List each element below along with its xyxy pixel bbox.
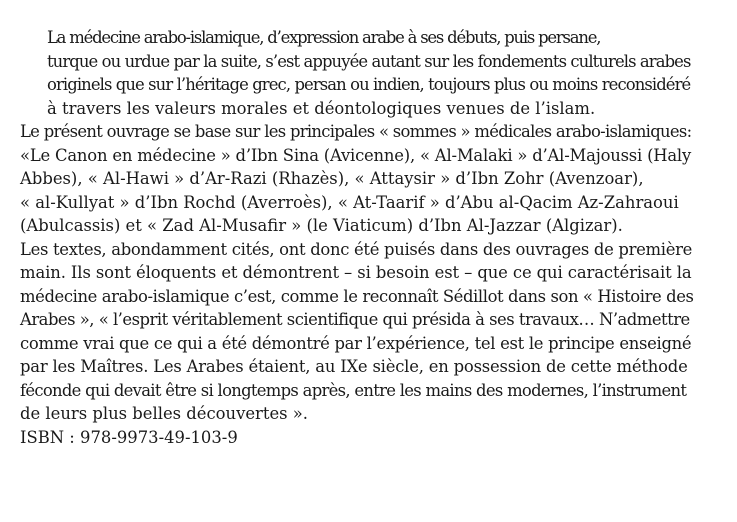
text-line: Les textes, abondamment cités, ont donc été puisés dans des ouvrages de première xyxy=(20,239,693,259)
paragraph-sources xyxy=(20,120,694,238)
text-line: (Abulcassis) et « Zad Al-Musafir » (le Viaticum) d’Ibn Al-Jazzar (Algizar). xyxy=(20,216,623,235)
text-line: main. Ils sont éloquents et démontrent – si besoin est – que ce qui caractérisait la xyxy=(20,263,692,282)
back-cover-text xyxy=(20,26,694,449)
text-line: « al-Kullyat » d’Ibn Rochd (Averroès), « At-Taarif » d’Abu al-Qacim Az-Zahraoui xyxy=(20,192,679,212)
text-line: Arabes », « l’esprit véritablement scientifique qui présida à ses travaux… N’admettre xyxy=(20,310,690,329)
text-line: originels que sur l’héritage grec, persan ou indien, toujours plus ou moins reconsidéré xyxy=(47,75,691,94)
text-line: à travers les valeurs morales et déontologiques venues de l’islam. xyxy=(47,98,596,118)
text-line: par les Maîtres. Les Arabes étaient, au IXe siècle, en possession de cette méthode xyxy=(20,357,688,376)
text-line: turque ou urdue par la suite, s’est appuyée autant sur les fondements culturels arabes xyxy=(47,51,691,71)
text-line: Le présent ouvrage se base sur les principales « sommes » médicales arabo-islamiques: xyxy=(20,122,692,141)
text-line: «Le Canon en médecine » d’Ibn Sina (Avicenne), « Al-Malaki » d’Al-Majoussi (Haly xyxy=(20,145,692,165)
text-line: Abbes), « Al-Hawi » d’Ar-Razi (Rhazès), « Attaysir » d’Ibn Zohr (Avenzoar), xyxy=(20,169,644,188)
text-line: féconde qui devait être si longtemps après, entre les mains des modernes, l’instrument xyxy=(20,380,687,400)
text-line: La médecine arabo-islamique, d’expression arabe à ses débuts, puis persane, xyxy=(47,28,601,47)
isbn-number: ISBN : 978-9973-49-103-9 xyxy=(20,427,238,447)
text-line: de leurs plus belles découvertes ». xyxy=(20,404,309,423)
text-line: médecine arabo-islamique c’est, comme le reconnaît Sédillot dans son « Histoire des xyxy=(20,286,694,306)
paragraph-intro xyxy=(20,26,694,120)
paragraph-texts xyxy=(20,238,694,426)
text-line: comme vrai que ce qui a été démontré par l’expérience, tel est le principe enseigné xyxy=(20,333,692,353)
